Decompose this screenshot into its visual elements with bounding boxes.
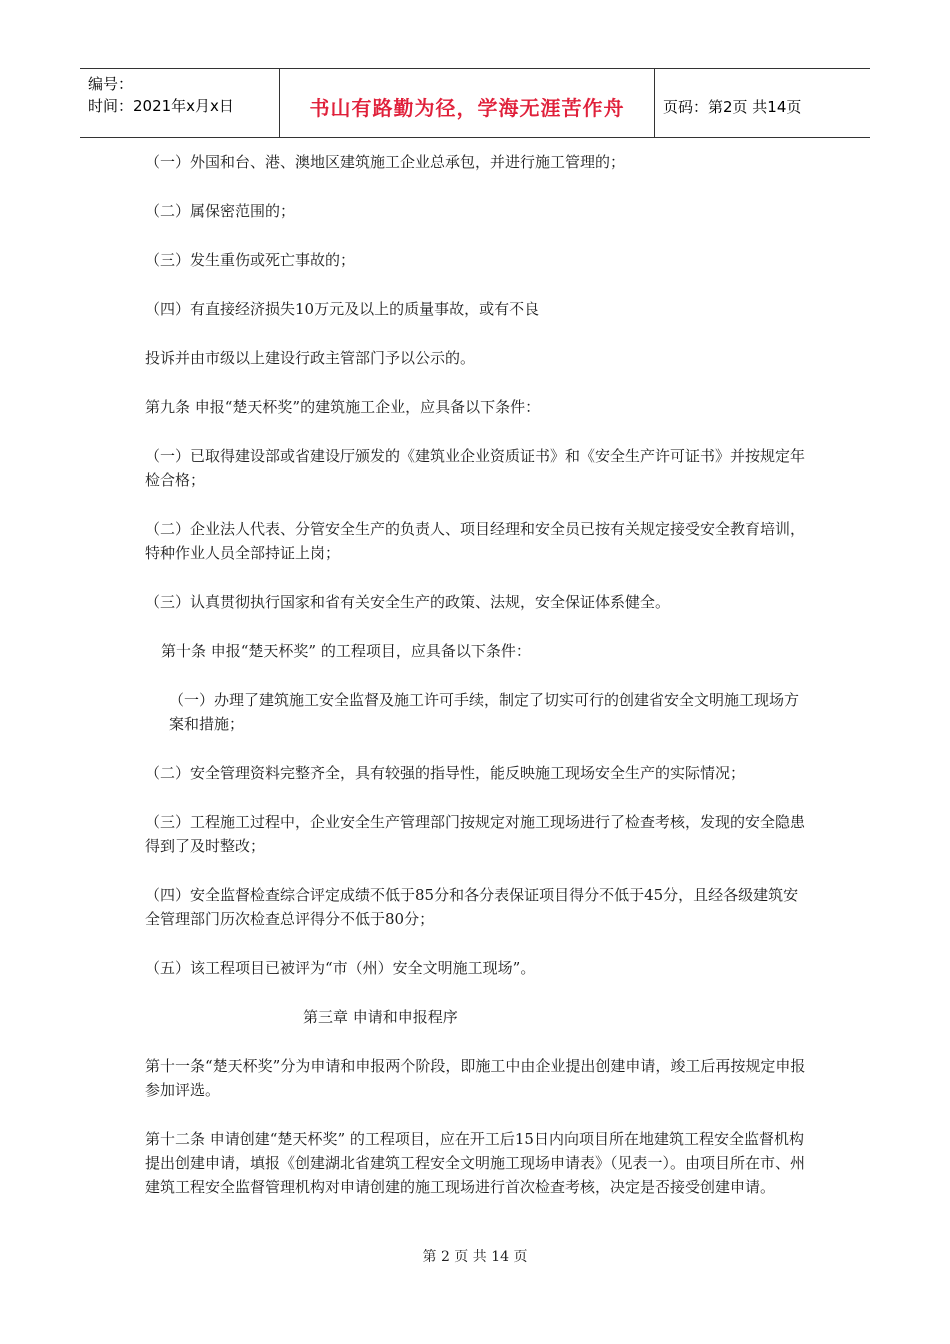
article-10-item-4: （四）安全监督检查综合评定成绩不低于85分和各分表保证项目得分不低于45分，且经各级建筑安全管理部门历次检查总评得分不低于80分； xyxy=(145,886,799,928)
paragraph-item-4: （四）有直接经济损失10万元及以上的质量事故，或有不良 xyxy=(145,300,540,318)
article-10-item-3: （三）工程施工过程中，企业安全生产管理部门按规定对施工现场进行了检查考核，发现的安全隐患得到了及时整改； xyxy=(145,813,806,855)
paragraph-item-3: （三）发生重伤或死亡事故的； xyxy=(145,251,356,269)
article-10-item-5: （五）该工程项目已被评为“市（州）安全文明施工现场”。 xyxy=(145,959,536,977)
paragraph-item-1: （一）外国和台、港、澳地区建筑施工企业总承包，并进行施工管理的； xyxy=(145,153,626,171)
article-11: 第十一条“楚天杯奖”分为申请和申报两个阶段，即施工中由企业提出创建申请，竣工后再按规定申报参加评选。 xyxy=(145,1057,806,1099)
page-header xyxy=(80,68,870,138)
article-10-heading: 第十条 申报“楚天杯奖” 的工程项目，应具备以下条件： xyxy=(161,642,531,660)
header-meta xyxy=(80,69,280,137)
page-footer: 第 2 页 共 14 页 xyxy=(422,1249,528,1265)
header-number-label: 编号： xyxy=(88,75,134,93)
article-9-item-3: （三）认真贯彻执行国家和省有关安全生产的政策、法规，安全保证体系健全。 xyxy=(145,593,671,611)
article-10-item-2: （二）安全管理资料完整齐全，具有较强的指导性，能反映施工现场安全生产的实际情况； xyxy=(145,764,746,782)
article-9-heading: 第九条 申报“楚天杯奖”的建筑施工企业，应具备以下条件： xyxy=(145,398,541,416)
article-9-item-1: （一）已取得建设部或省建设厅颁发的《建筑业企业资质证书》和《安全生产许可证书》并按规定年检合格； xyxy=(145,447,806,489)
article-10-item-1: （一）办理了建筑施工安全监督及施工许可手续，制定了切实可行的创建省安全文明施工现场方案和措施； xyxy=(169,691,800,733)
article-9-item-2: （二）企业法人代表、分管安全生产的负责人、项目经理和安全员已按有关规定接受安全教育培训，特种作业人员全部持证上岗； xyxy=(145,520,806,562)
paragraph-item-2: （二）属保密范围的； xyxy=(145,202,296,220)
document-body xyxy=(145,150,810,1224)
header-time-label: 时间：2021年x月x日 xyxy=(88,97,234,115)
header-page-info: 页码：第2页 共14页 xyxy=(663,97,802,116)
header-motto: 书山有路勤为径，学海无涯苦作舟 xyxy=(280,69,655,137)
article-12: 第十二条 申请创建“楚天杯奖” 的工程项目，应在开工后15日内向项目所在地建筑工程安全监督机构提出创建申请，填报《创建湖北省建筑工程安全文明施工现场申请表》（见表一）。由项目所在市、州建筑工程安全监督管理机构对申请创建的施工现场进行首次检查考核，决定是否接受创建申请。 xyxy=(145,1130,806,1196)
paragraph-item-4-cont: 投诉并由市级以上建设行政主管部门予以公示的。 xyxy=(145,349,476,367)
chapter-3-title: 第三章 申请和申报程序 xyxy=(303,1008,458,1026)
